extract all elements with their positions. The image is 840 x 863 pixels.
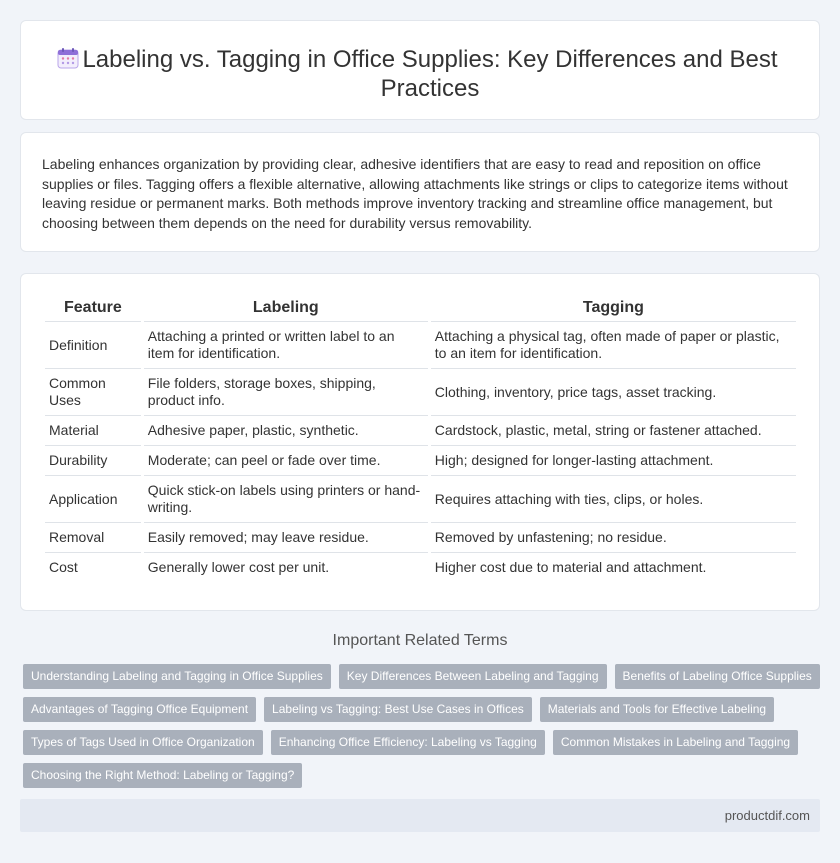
related-term-link[interactable]: Types of Tags Used in Office Organization <box>23 730 263 755</box>
table-row <box>45 322 796 369</box>
labeling-cell: Moderate; can peel or fade over time. <box>144 446 428 476</box>
related-terms-list <box>23 664 823 788</box>
comparison-table-card <box>20 273 820 611</box>
related-term-link[interactable]: Labeling vs Tagging: Best Use Cases in Offices <box>264 697 532 722</box>
labeling-cell: File folders, storage boxes, shipping, product info. <box>144 369 428 416</box>
table-row <box>45 523 796 553</box>
tagging-cell: Attaching a physical tag, often made of paper or plastic, to an item for identification. <box>431 322 796 369</box>
related-term-link[interactable]: Benefits of Labeling Office Supplies <box>615 664 820 689</box>
labeling-cell: Generally lower cost per unit. <box>147 559 330 575</box>
footer <box>20 799 820 832</box>
related-term-link[interactable]: Common Mistakes in Labeling and Tagging <box>553 730 798 755</box>
page-title: Labeling vs. Tagging in Office Supplies: Key Differences and Best Practices <box>82 46 778 102</box>
labeling-cell: Quick stick-on labels using printers or hand-writing. <box>144 476 428 523</box>
related-term-link[interactable]: Enhancing Office Efficiency: Labeling vs Tagging <box>271 730 545 755</box>
comparison-table <box>42 296 799 582</box>
tagging-cell: Requires attaching with ties, clips, or holes. <box>431 476 796 523</box>
table-row <box>45 416 796 446</box>
feature-cell: Material <box>45 416 141 446</box>
table-row <box>45 369 796 416</box>
header-card <box>20 20 820 120</box>
tagging-cell: Cardstock, plastic, metal, string or fastener attached. <box>431 416 796 446</box>
related-term-link[interactable]: Understanding Labeling and Tagging in Office Supplies <box>23 664 331 689</box>
intro-card <box>20 132 820 252</box>
feature-cell: Cost <box>49 559 78 575</box>
feature-cell: Removal <box>45 523 141 553</box>
tagging-cell: High; designed for longer-lasting attachment. <box>431 446 796 476</box>
column-header-labeling: Labeling <box>144 296 428 322</box>
related-term-link[interactable]: Advantages of Tagging Office Equipment <box>23 697 256 722</box>
related-term-link[interactable]: Choosing the Right Method: Labeling or Tagging? <box>23 763 302 788</box>
related-term-link[interactable]: Key Differences Between Labeling and Tagging <box>339 664 607 689</box>
feature-cell: Common Uses <box>45 369 141 416</box>
labeling-cell: Easily removed; may leave residue. <box>144 523 428 553</box>
table-row <box>45 476 796 523</box>
tagging-cell: Removed by unfastening; no residue. <box>431 523 796 553</box>
column-header-feature: Feature <box>45 296 141 322</box>
labeling-cell: Adhesive paper, plastic, synthetic. <box>144 416 428 446</box>
intro-paragraph: Labeling enhances organization by providing clear, adhesive identifiers that are easy to read and reposition on office supplies or files. Tagging offers a flexible alternative, allowing attachments like strings or clips to categorize items without leaving residue or permanent marks. Both methods improve inventory tracking and streamline office management, but choosing between them depends on the need for durability versus removability. <box>42 156 788 231</box>
labeling-cell: Attaching a printed or written label to an item for identification. <box>144 322 428 369</box>
related-term-link[interactable]: Materials and Tools for Effective Labeling <box>540 697 774 722</box>
feature-cell: Durability <box>45 446 141 476</box>
footer-site-name[interactable]: productdif.com <box>724 808 810 823</box>
table-header-row <box>45 296 796 322</box>
related-terms-heading: Important Related Terms <box>332 632 508 649</box>
feature-cell: Definition <box>45 322 141 369</box>
tagging-cell: Clothing, inventory, price tags, asset tracking. <box>431 369 796 416</box>
column-header-tagging: Tagging <box>431 296 796 322</box>
table-row <box>45 553 796 582</box>
feature-cell: Application <box>45 476 141 523</box>
table-row <box>45 446 796 476</box>
tagging-cell: Higher cost due to material and attachment. <box>434 559 707 575</box>
